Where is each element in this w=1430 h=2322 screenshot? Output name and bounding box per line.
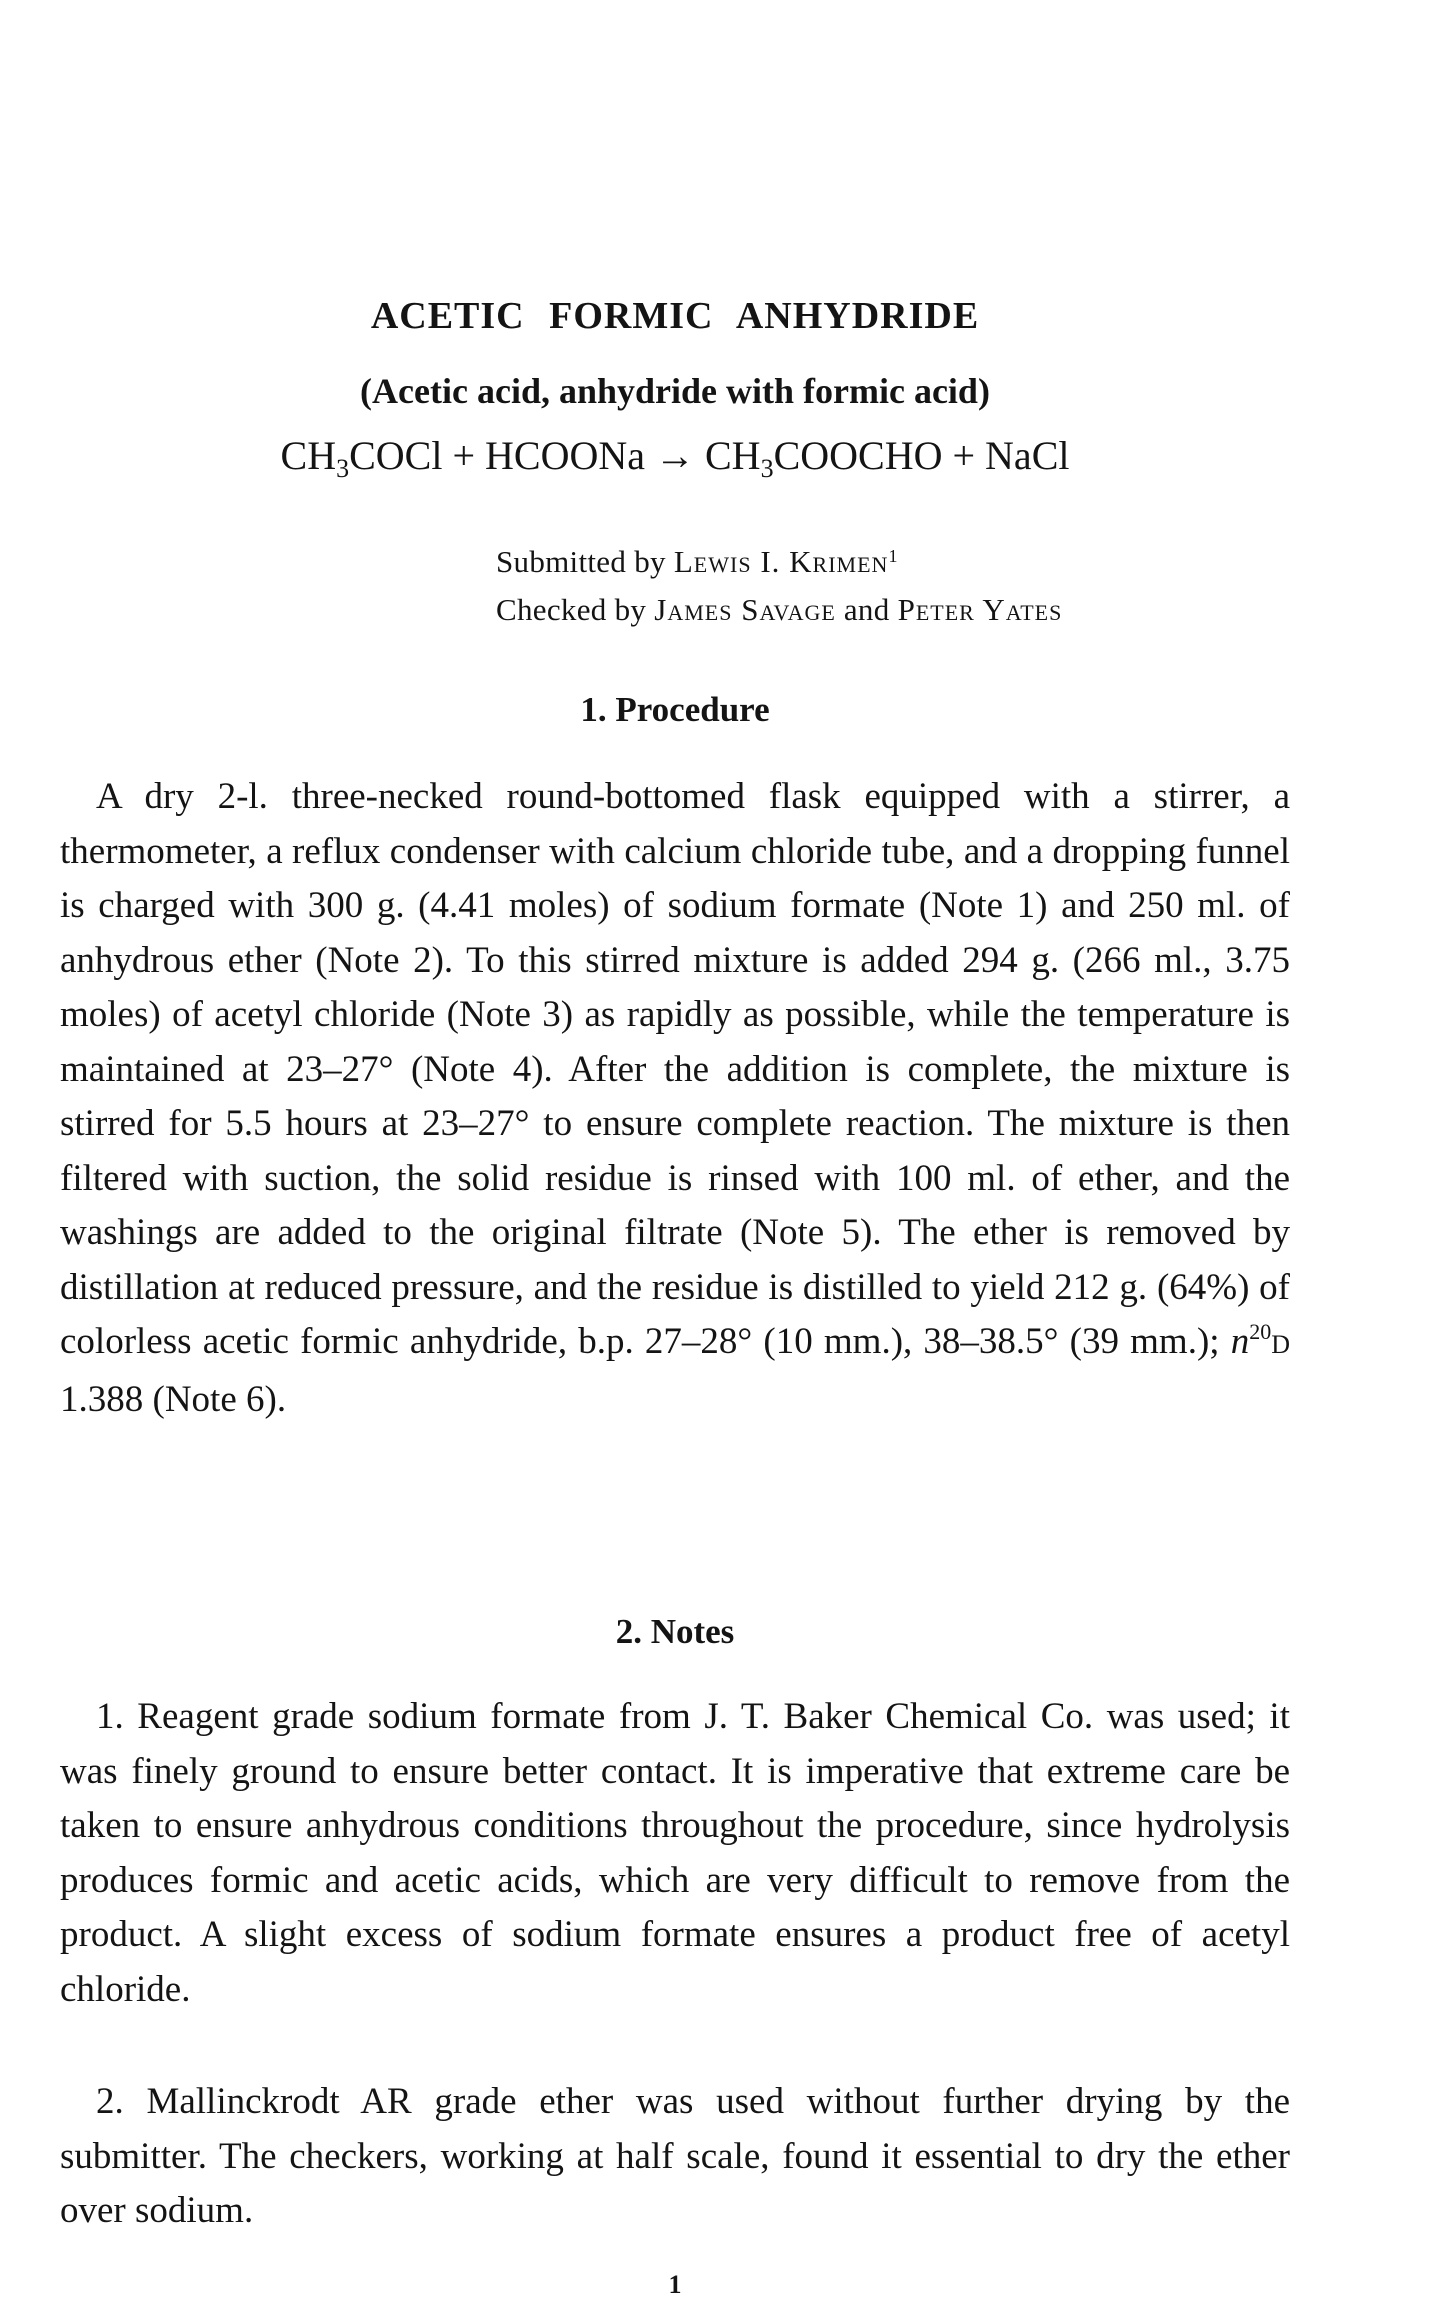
submitted-by-line bbox=[496, 538, 1062, 586]
reaction-equation bbox=[60, 432, 1290, 483]
eq-plus: + bbox=[452, 433, 476, 478]
product-acetic-formic-anhydride bbox=[705, 433, 943, 483]
reaction-arrow: → bbox=[655, 433, 695, 478]
product-sodium-chloride: NaCl bbox=[985, 433, 1070, 478]
submitted-label: Submitted by bbox=[496, 544, 666, 579]
checked-by-line bbox=[496, 586, 1062, 634]
page-number: 1 bbox=[668, 2270, 682, 2299]
refractive-index-symbol: n bbox=[1230, 1321, 1250, 1362]
refractive-index-temperature: 20 bbox=[1249, 1319, 1272, 1344]
author-credits bbox=[496, 538, 1062, 634]
section-heading-notes: 2. Notes bbox=[615, 1612, 735, 1651]
eq-text: COCl bbox=[349, 433, 443, 478]
checker-name: Peter Yates bbox=[897, 592, 1063, 627]
refractive-index-value: 1.388 bbox=[60, 1378, 144, 1420]
eq-text: COOCHO bbox=[773, 433, 943, 478]
eq-subscript: 3 bbox=[760, 454, 774, 483]
eq-plus: + bbox=[952, 433, 976, 478]
checked-label: Checked by bbox=[496, 592, 647, 627]
page-title: ACETIC FORMIC ANHYDRIDE bbox=[370, 295, 980, 337]
procedure-paragraph bbox=[60, 770, 1290, 1427]
document-page bbox=[60, 0, 1290, 2322]
note-reference: (Note 6). bbox=[143, 1378, 287, 1420]
footnote-marker: 1 bbox=[888, 546, 898, 566]
conjunction: and bbox=[843, 592, 890, 627]
eq-text: CH bbox=[280, 433, 337, 478]
eq-subscript: 3 bbox=[336, 454, 350, 483]
procedure-text: A dry 2-l. three-necked round-bottomed flask equipped with a stirrer, a thermometer, a reflux condenser with calcium chloride tube, and a dropping funnel is charged with 300 g. (4.41 moles) of sodium formate (Note 1) and 250 ml. of anhydrous ether (Note 2). To this stirred mixture is added 294 g. (266 ml., 3.75 moles) of acetyl chloride (Note 3) as rapidly as possible, while the temperature is maintained at 23–27° (Note 4). After the addition is complete, the mixture is stirred for 5.5 hours at 23–27° to ensure complete reaction. The mixture is then filtered with suction, the solid residue is rinsed with 100 ml. of ether, and the washings are added to the original filtrate (Note 5). The ether is removed by distillation at reduced pressure, and the residue is distilled to yield 212 g. (64%) of colorless acetic formic anhydride, b.p. 27–28° (10 mm.), 38–38.5° (39 mm.); bbox=[60, 776, 1290, 1362]
reactant-acetyl-chloride bbox=[280, 433, 443, 483]
eq-text: CH bbox=[705, 433, 761, 478]
checker-name: James Savage bbox=[654, 592, 836, 627]
page-subtitle: (Acetic acid, anhydride with formic acid) bbox=[360, 371, 990, 411]
refractive-index-line: D bbox=[1271, 1330, 1290, 1359]
note-item-2: 2. Mallinckrodt AR grade ether was used without further drying by the submitter. The checkers, working at half scale, found it essential to dry the ether over sodium. bbox=[60, 2081, 1290, 2231]
reactant-sodium-formate: HCOONa bbox=[485, 433, 645, 478]
submitter-name: Lewis I. Krimen bbox=[673, 544, 889, 579]
note-item-1: 1. Reagent grade sodium formate from J. T. Baker Chemical Co. was used; it was finely ground to ensure better contact. It is imperative that extreme care be taken to ensure anhydrous conditions throughout the procedure, since hydrolysis produces formic and acetic acids, which are very difficult to remove from the product. A slight excess of sodium formate ensures a product free of acetyl chloride. bbox=[60, 1696, 1290, 2010]
section-heading-procedure: 1. Procedure bbox=[580, 690, 770, 729]
